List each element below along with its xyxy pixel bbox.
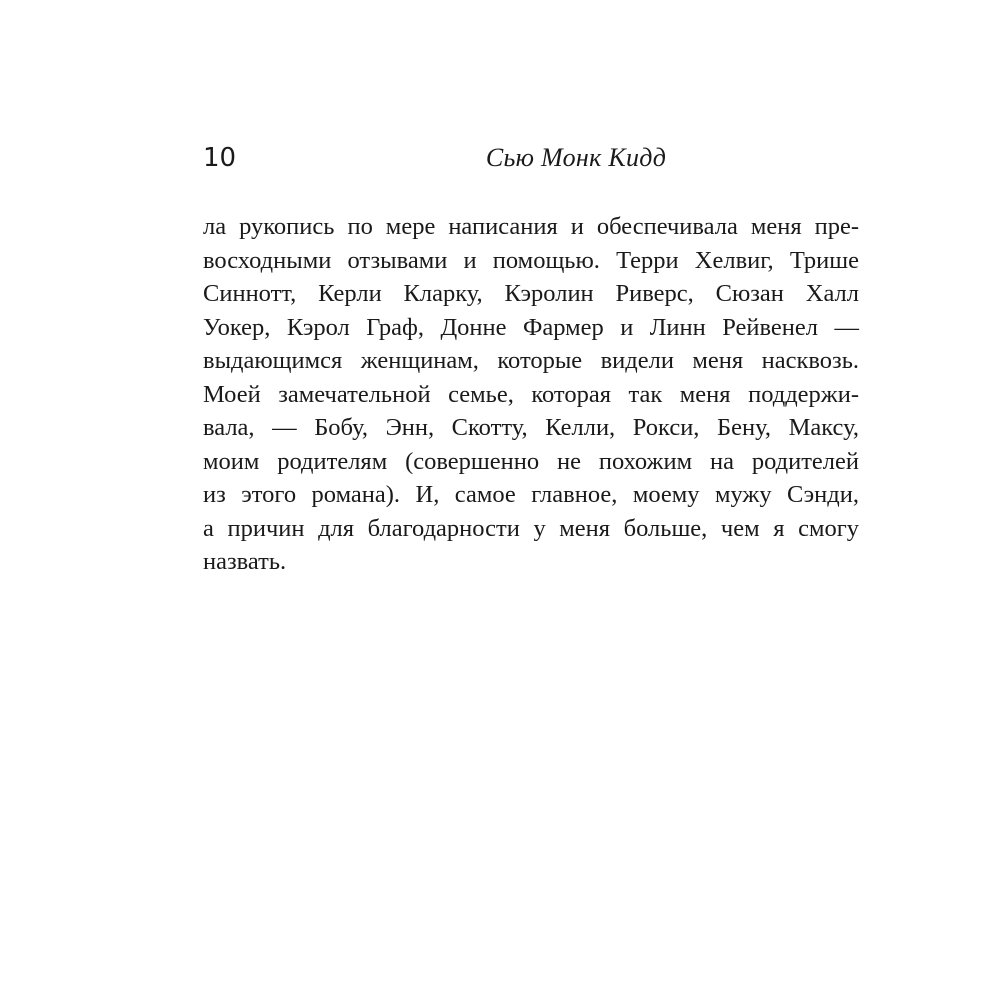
body-text xyxy=(203,210,859,579)
text-line: вала, — Бобу, Энн, Скотту, Келли, Рокси, Бену, Максу, xyxy=(203,414,859,441)
text-line: из этого романа). И, самое главное, моему мужу Сэнди, xyxy=(203,481,859,508)
page-number: 10 xyxy=(203,143,237,173)
text-line: моим родителям (совершенно не похожим на родителей xyxy=(203,447,859,475)
text-line: назвать. xyxy=(203,548,287,575)
text-line: Синнотт, Керли Кларку, Кэролин Риверс, Сюзан Халл xyxy=(203,280,859,307)
running-head xyxy=(203,140,859,176)
running-title: Сью Монк Кидд xyxy=(485,143,667,172)
text-line: выдающимся женщинам, которые видели меня насквозь. xyxy=(203,347,859,374)
text-line: Уокер, Кэрол Граф, Донне Фармер и Линн Рейвенел — xyxy=(203,313,859,341)
text-line: ла рукопись по мере написания и обеспечивала меня пре- xyxy=(203,213,859,240)
text-line: а причин для благодарности у меня больше, чем я смогу xyxy=(203,514,859,542)
text-line: восходными отзывами и помощью. Терри Хелвиг, Трише xyxy=(203,246,859,274)
text-line: Моей замечательной семье, которая так меня поддержи- xyxy=(203,380,859,408)
